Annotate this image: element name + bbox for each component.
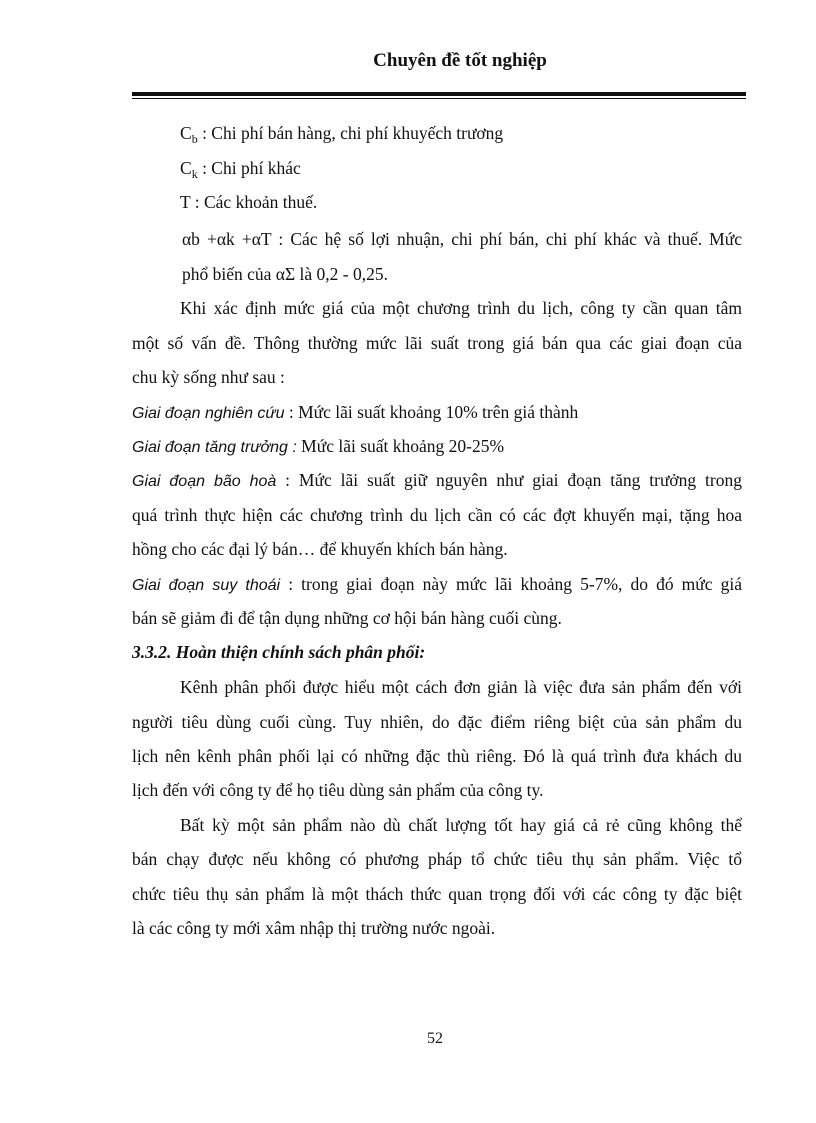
paragraph-line: Kênh phân phối được hiểu một cách đơn giản là việc đưa sản phẩm đến với [180,677,742,697]
definition-alpha-cont: phổ biến của αΣ là 0,2 - 0,25. [182,264,388,284]
paragraph-line: Bất kỳ một sản phẩm nào dù chất lượng tốt hay giá cả rẻ cũng không thể [180,815,742,835]
paragraph-line: một số vấn đề. Thông thường mức lãi suất trong giá bán qua các giai đoạn của [132,333,742,353]
section-heading: 3.3.2. Hoàn thiện chính sách phân phối: [132,642,426,662]
stage-research: Giai đoạn nghiên cứu : Mức lãi suất khoảng 10% trên giá thành [132,402,579,422]
paragraph-line: là các công ty mới xâm nhập thị trường nước ngoài. [132,918,496,938]
paragraph-line: Khi xác định mức giá của một chương trình du lịch, công ty cần quan tâm [180,298,742,318]
paragraph-line: quá trình thực hiện các chương trình du lịch cần có các đợt khuyến mại, tặng hoa [132,505,742,525]
definition-t: T : Các khoản thuế. [180,192,318,212]
stage-maturity: Giai đoạn bão hoà : Mức lãi suất giữ nguyên như giai đoạn tăng trưởng trong [132,470,742,490]
stage-decline: Giai đoạn suy thoái : trong giai đoạn này mức lãi khoảng 5-7%, do đó mức giá [132,574,742,594]
paragraph-line: người tiêu dùng cuối cùng. Tuy nhiên, do đặc điểm riêng biệt của sản phẩm du [132,712,742,732]
header-rule-thin [132,98,746,99]
definition-cb: $C_b$ : Chi phí bán hàng, chi phí khuyếch trương [180,123,504,146]
paragraph-line: chu kỳ sống như sau : [132,367,285,387]
page-number: 52 [427,1030,443,1047]
definition-alpha: αb +αk +αT : Các hệ số lợi nhuận, chi phí bán, chi phí khác và thuế. Mức [182,229,742,249]
paragraph-line: bán chạy được nếu không có phương pháp tổ chức tiêu thụ sản phẩm. Việc tổ [132,849,742,869]
paragraph-line: lịch nên kênh phân phối lại có những đặc thù riêng. Đó là quá trình đưa khách du [132,746,742,766]
paragraph-line: bán sẽ giảm đi để tận dụng những cơ hội bán hàng cuối cùng. [132,608,562,628]
paragraph-line: chức tiêu thụ sản phẩm là một thách thức quan trọng đối với các công ty đặc biệt [132,884,742,904]
header-rule-thick [132,92,746,96]
paragraph-line: hồng cho các đại lý bán… để khuyến khích bán hàng. [132,539,508,559]
stage-growth: Giai đoạn tăng trưởng : Mức lãi suất khoảng 20-25% [132,436,505,456]
page-header-title: Chuyên đề tốt nghiệp [373,50,547,71]
paragraph-line: lịch đến với công ty để họ tiêu dùng sản phẩm của công ty. [132,780,544,800]
definition-ck: $C_k$ : Chi phí khác [180,158,301,181]
